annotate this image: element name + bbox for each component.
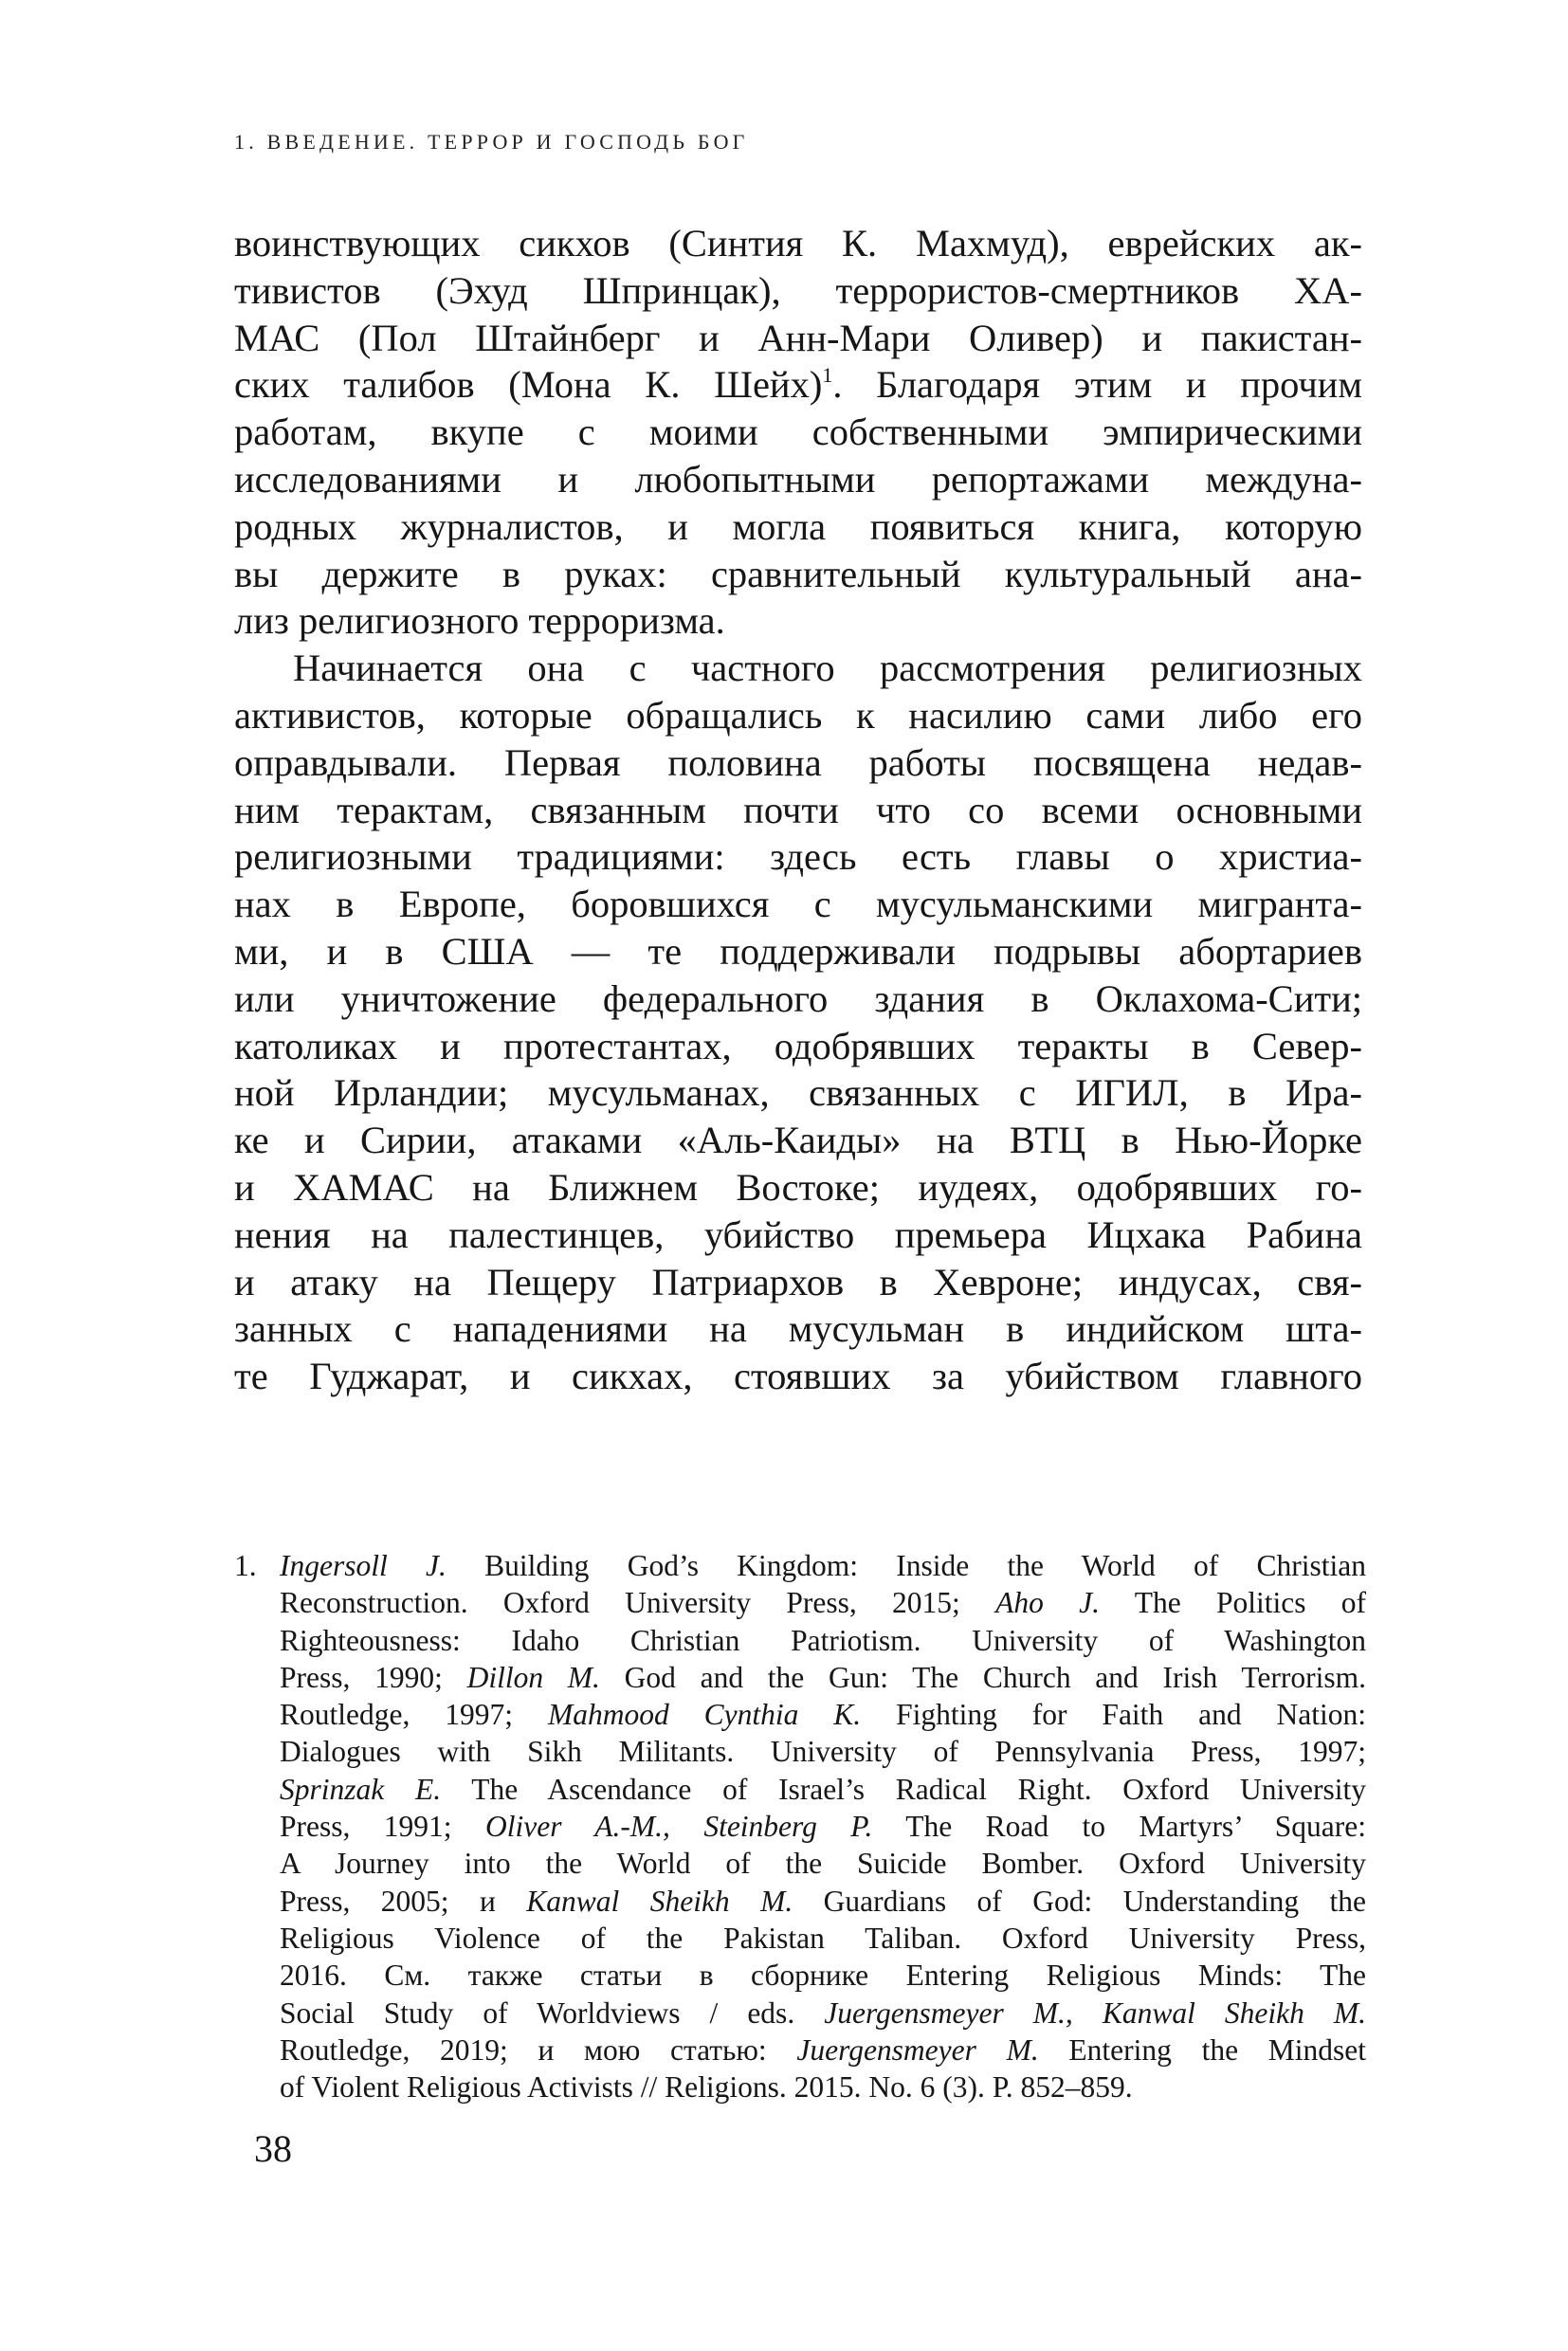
footnote-line	[280, 1696, 1366, 1733]
footnote-author: Mahmood Cynthia K.	[547, 1698, 862, 1732]
footnote-line	[280, 1659, 1366, 1696]
footnote-author: Dillon M.	[466, 1660, 600, 1694]
footnote-text	[280, 1547, 1366, 2105]
footnote-author: Kanwal Sheikh M.	[526, 1884, 793, 1918]
footnote-segment: Dialogues with Sikh Militants. University of Pennsylvania Press, 1997;	[280, 1735, 1366, 1769]
text-line: воинствующих сикхов (Синтия К. Махмуд), еврейских ак-	[234, 222, 1362, 264]
footnote-segment: A Journey into the World of the Suicide Bomber. Oxford University	[280, 1847, 1366, 1881]
text-line: католиках и протестантах, одобрявших теракты в Север-	[234, 1024, 1362, 1067]
footnote-author: Aho J.	[995, 1586, 1100, 1620]
footnote-line	[280, 2032, 1366, 2069]
page-number: 38	[254, 2127, 292, 2170]
text-line: те Гуджарат, и сикхах, стоявших за убийством главного	[234, 1355, 1362, 1398]
footnote-segment: Press, 1991;	[280, 1810, 485, 1844]
paragraph-1	[234, 220, 1362, 645]
footnote-segment: Routledge, 2019; и мою статью:	[280, 2032, 797, 2067]
footnote-author: Sprinzak E.	[280, 1772, 442, 1806]
footnote-line	[280, 1995, 1366, 2032]
footnote-line	[280, 1920, 1366, 1957]
text-line: занных с нападениями на мусульман в индийском шта-	[234, 1307, 1362, 1351]
text-line: лиз религиозного терроризма.	[234, 599, 725, 643]
footnote-segment: Social Study of Worldviews / eds.	[280, 1996, 825, 2030]
footnote-segment: Religious Violence of the Pakistan Taliban. Oxford University Press,	[280, 1921, 1366, 1955]
footnote-line	[280, 1883, 1366, 1920]
footnote-segment: Routledge, 1997;	[280, 1698, 548, 1732]
footnote-segment: of Violent Religious Activists // Religions. 2015. No. 6 (3). P. 852–859.	[280, 2070, 1133, 2105]
footnote-segment: Press, 1990;	[280, 1660, 467, 1694]
text-line	[234, 361, 1362, 409]
footnote-line	[280, 1845, 1366, 1882]
text-line: и атаку на Пещеру Патриархов в Хевроне; индусах, свя-	[234, 1260, 1362, 1303]
footnote-segment: Guardians of God: Understanding the	[793, 1884, 1366, 1918]
text-segment: ских талибов (Мона К. Шейх)	[234, 363, 823, 407]
footnote-segment: Reconstruction. Oxford University Press, 2015;	[280, 1586, 996, 1620]
text-line: тивистов (Эхуд Шпринцак), террористов-смертников ХА-	[234, 268, 1362, 312]
text-line: МАС (Пол Штайнберг и Анн-Мари Оливер) и пакистан-	[234, 316, 1362, 359]
footnote-segment: Fighting for Faith and Nation:	[861, 1698, 1366, 1732]
footnote-reference[interactable]: 1	[822, 363, 833, 388]
footnote-line	[280, 2069, 1366, 2105]
paragraph-2	[234, 645, 1362, 1400]
text-line: работам, вкупе с моими собственными эмпирическими	[234, 410, 1362, 454]
footnote-segment: Righteousness: Idaho Christian Patriotism. University of Washington	[280, 1623, 1366, 1657]
text-line: активистов, которые обращались к насилию сами либо его	[234, 693, 1362, 737]
text-line: исследованиями и любопытными репортажами междуна-	[234, 457, 1362, 501]
footnote-author: Oliver A.-M., Steinberg P.	[484, 1810, 873, 1844]
text-line: или уничтожение федерального здания в Оклахома-Сити;	[234, 976, 1362, 1020]
text-line: ми, и в США — те поддерживали подрывы абортариев	[234, 929, 1362, 973]
footnote-line	[280, 1957, 1366, 1994]
text-line: ке и Сирии, атаками «Аль-Каиды» на ВТЦ в Нью-Йорке	[234, 1119, 1362, 1162]
footnote-segment: The Ascendance of Israel’s Radical Right. Oxford University	[441, 1772, 1366, 1806]
footnote-line	[280, 1622, 1366, 1659]
text-line: оправдывали. Первая половина работы посвящена недав-	[234, 740, 1362, 784]
text-line: религиозными традициями: здесь есть главы о христиа-	[234, 835, 1362, 879]
footnote-segment: The Road to Martyrs’ Square:	[872, 1810, 1366, 1844]
footnote-author: Juergensmeyer M.	[796, 2032, 1039, 2067]
footnote-segment: The Politics of	[1099, 1586, 1366, 1620]
footnote-author: Ingersoll J.	[280, 1549, 447, 1582]
text-segment: . Благодаря этим и прочим	[832, 363, 1362, 407]
footnote-author: Juergensmeyer M., Kanwal Sheikh M.	[824, 1996, 1367, 2030]
running-head: 1. ВВЕДЕНИЕ. ТЕРРОР И ГОСПОДЬ БОГ	[234, 130, 749, 154]
footnote-segment: God and the Gun: The Church and Irish Terrorism.	[599, 1660, 1366, 1694]
footnote-segment: 2016. См. также статьи в сборнике Entering Religious Minds: The	[280, 1959, 1366, 1993]
footnote-line	[280, 1771, 1366, 1808]
main-text	[234, 220, 1362, 1400]
text-line: ной Ирландии; мусульманах, связанных с ИГИЛ, в Ира-	[234, 1071, 1362, 1115]
footnote-line	[280, 1808, 1366, 1845]
footnote-segment: Press, 2005; и	[280, 1884, 527, 1918]
footnote-segment: Entering the Mindset	[1038, 2032, 1367, 2067]
footnote-number: 1.	[234, 1549, 257, 1582]
footnote-line	[280, 1733, 1366, 1770]
text-line: ним терактам, связанным почти что со всеми основными	[234, 788, 1362, 831]
text-line: нах в Европе, боровшихся с мусульманскими мигранта-	[234, 883, 1362, 926]
footnote-line	[280, 1547, 1366, 1584]
text-line: нения на палестинцев, убийство премьера Ицхака Рабина	[234, 1212, 1362, 1256]
text-line: родных журналистов, и могла появиться книга, которую	[234, 504, 1362, 548]
text-line: и ХАМАС на Ближнем Востоке; иудеях, одобрявших го-	[234, 1165, 1362, 1209]
footnote-line	[280, 1584, 1366, 1621]
text-line: вы держите в руках: сравнительный культуральный ана-	[234, 552, 1362, 595]
footnote-segment: Building God’s Kingdom: Inside the World of Christian	[446, 1549, 1366, 1582]
text-line: Начинается она с частного рассмотрения религиозных	[293, 647, 1362, 690]
